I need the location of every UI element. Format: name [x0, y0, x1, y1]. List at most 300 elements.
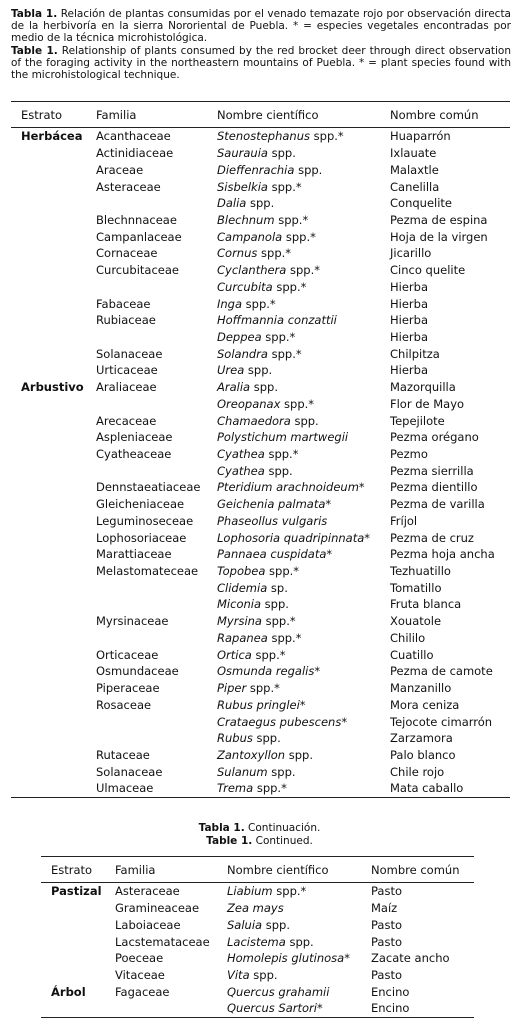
cell-nombre-comun: Fruta blanca: [390, 597, 462, 612]
cell-estrato: [11, 596, 86, 613]
table-body: [41, 883, 474, 1018]
cell-nombre-cientifico: [207, 295, 380, 312]
cell-estrato: [11, 228, 86, 245]
caption-text: Continuación.: [248, 822, 321, 834]
cell-nombre-cientifico: [207, 630, 380, 647]
cell-nombre-cientifico: [207, 546, 380, 563]
scientific-name-suffix: *: [314, 664, 321, 679]
cell-estrato: [11, 429, 86, 446]
cell-estrato: [11, 262, 86, 279]
cell-nombre-cientifico: [207, 513, 380, 530]
scientific-name: Zea mays: [227, 901, 284, 916]
cell-nombre-cientifico: [207, 680, 380, 697]
caption-text: Relación de plantas consumidas por el venado temazate rojo por observación directa de la herbivoría en la sierra Nororiental de Puebla. * = especies vegetales encontradas por medio de la técnica microhistológica.: [11, 8, 511, 45]
cell-estrato: Arbustivo: [21, 380, 84, 395]
cell-nombre-comun: Tezhuatillo: [390, 564, 451, 579]
cell-familia: Blechnnaceae: [96, 212, 177, 227]
caption-label: Tabla 1.: [198, 822, 245, 834]
cell-estrato: [11, 396, 86, 413]
caption-english: [0, 835, 519, 848]
cell-nombre-cientifico: [207, 396, 380, 413]
cell-familia: Myrsinaceae: [96, 614, 169, 629]
cell-nombre-comun: Palo blanco: [390, 747, 456, 762]
cell-familia: Poeceae: [115, 951, 164, 966]
cell-estrato: [11, 529, 86, 546]
scientific-name: Zantoxyllon: [217, 747, 286, 762]
cell-estrato: [41, 900, 105, 917]
cell-nombre-comun: Hierba: [390, 279, 428, 294]
table-row: [11, 730, 510, 747]
cell-nombre-comun: Fríjol: [390, 513, 418, 528]
table-row: [11, 195, 510, 212]
scientific-name-suffix: *: [325, 497, 332, 512]
scientific-name: Cyathea: [217, 447, 265, 462]
scientific-name-suffix: spp.: [250, 380, 278, 395]
caption-text: Continued.: [255, 834, 313, 847]
cell-estrato: [11, 329, 86, 346]
cell-estrato: [11, 630, 86, 647]
cell-familia: Gleicheniaceae: [96, 497, 185, 512]
table-row: [11, 412, 510, 429]
cell-nombre-cientifico: [207, 747, 380, 764]
cell-familia: Fagaceae: [115, 984, 170, 999]
scientific-name: Osmunda regalis: [217, 664, 315, 679]
table-row: [41, 950, 474, 967]
scientific-name: Lophosoria quadripinnata: [217, 530, 365, 545]
cell-estrato: [41, 967, 105, 984]
table-row: [41, 883, 474, 900]
cell-nombre-comun: Zacate ancho: [371, 951, 450, 966]
cell-estrato: [11, 496, 86, 513]
cell-nombre-cientifico: [217, 916, 361, 933]
caption-label: Table 1.: [206, 834, 253, 847]
scientific-name: Solandra: [217, 346, 268, 361]
cell-estrato: [11, 278, 86, 295]
scientific-name: Phaseollus vulgaris: [217, 513, 328, 528]
cell-familia: [86, 630, 207, 647]
cell-nombre-comun: Hierba: [390, 363, 428, 378]
scientific-name: Aralia: [217, 380, 251, 395]
cell-nombre-comun: Xouatole: [390, 614, 442, 629]
cell-nombre-comun: Hoja de la virgen: [390, 229, 488, 244]
scientific-name: Pteridium arachnoideum: [217, 480, 359, 495]
table-row: [41, 1000, 474, 1017]
cell-nombre-comun: Zarzamora: [390, 731, 453, 746]
cell-estrato: [11, 546, 86, 563]
continuation-caption: [0, 822, 519, 847]
cell-nombre-comun: Tepejilote: [390, 413, 445, 428]
scientific-name-suffix: spp.*: [242, 296, 276, 311]
table-row: [11, 128, 510, 145]
table-row: [11, 312, 510, 329]
cell-estrato: [11, 345, 86, 362]
cell-familia: Ulmaceae: [86, 780, 207, 797]
cell-familia: [105, 1000, 217, 1017]
cell-nombre-cientifico: [207, 596, 380, 613]
table-row: [11, 329, 510, 346]
table-row: [41, 983, 474, 1000]
cell-estrato: [11, 412, 86, 429]
cell-nombre-comun: Pezma dientillo: [390, 480, 478, 495]
scientific-name: Homolepis glutinosa: [227, 951, 345, 966]
cell-nombre-cientifico: [207, 446, 380, 463]
cell-nombre-cientifico: [207, 763, 380, 780]
scientific-name: Sisbelkia: [217, 179, 268, 194]
cell-nombre-comun: Canelilla: [390, 179, 440, 194]
scientific-name: Geichenia palmata: [217, 497, 326, 512]
cell-nombre-comun: Tejocote cimarrón: [390, 714, 493, 729]
cell-nombre-comun: Hierba: [390, 329, 428, 344]
table-row: [11, 145, 510, 162]
scientific-name-suffix: spp.: [294, 162, 323, 177]
scientific-name: Topobea: [217, 564, 266, 579]
caption-label: Tabla 1.: [11, 8, 58, 20]
cell-estrato: [41, 1000, 105, 1017]
cell-nombre-comun: Mazorquilla: [390, 380, 456, 395]
cell-estrato: [11, 579, 86, 596]
table-row: [11, 613, 510, 630]
scientific-name-suffix: spp.: [252, 731, 281, 746]
header-estrato: Estrato: [41, 857, 105, 883]
cell-estrato: [41, 950, 105, 967]
table-row: [11, 245, 510, 262]
header-nombre-cientifico: Nombre científico: [217, 857, 361, 883]
scientific-name-suffix: *: [299, 697, 306, 712]
scientific-name: Hoffmannia conzattii: [217, 313, 337, 328]
scientific-name: Campanola: [217, 229, 283, 244]
cell-estrato: [11, 212, 86, 229]
header-familia: Familia: [105, 857, 217, 883]
caption-spanish: [11, 8, 511, 45]
header-estrato: Estrato: [11, 102, 86, 128]
cell-familia: Actinidiaceae: [96, 146, 174, 161]
cell-nombre-cientifico: [207, 563, 380, 580]
cell-estrato: [11, 747, 86, 764]
cell-familia: Melastomateceae: [96, 564, 199, 579]
cell-nombre-cientifico: [217, 967, 361, 984]
cell-familia: [86, 396, 207, 413]
cell-familia: Osmundaceae: [96, 664, 179, 679]
scientific-name-suffix: spp.: [249, 967, 278, 982]
cell-estrato: [11, 295, 86, 312]
cell-nombre-cientifico: [217, 983, 361, 1000]
cell-nombre-cientifico: [207, 579, 380, 596]
cell-estrato: [11, 462, 86, 479]
header-nombre-comun: Nombre común: [361, 857, 474, 883]
scientific-name: Dalia: [217, 196, 247, 211]
scientific-name: Blechnum: [217, 212, 275, 227]
cell-nombre-comun: Pezma de varilla: [390, 497, 485, 512]
cell-estrato: [11, 312, 86, 329]
cell-familia: Solanaceae: [96, 346, 163, 361]
scientific-name-suffix: *: [364, 530, 371, 545]
cell-nombre-cientifico: [207, 479, 380, 496]
cell-nombre-comun: Pasto: [371, 917, 403, 932]
cell-nombre-comun: Chilpitza: [390, 346, 440, 361]
cell-nombre-comun: Hierba: [390, 313, 428, 328]
table-row: [11, 161, 510, 178]
table-row: [11, 546, 510, 563]
cell-nombre-cientifico: [207, 345, 380, 362]
scientific-name: Cyclanthera: [217, 263, 287, 278]
scientific-name-suffix: spp.: [267, 146, 296, 161]
table-row: [11, 563, 510, 580]
scientific-name-suffix: spp.*: [253, 781, 287, 796]
cell-familia: [86, 596, 207, 613]
scientific-name: Cornus: [217, 246, 258, 261]
table-row: [11, 362, 510, 379]
cell-nombre-cientifico: [217, 900, 361, 917]
cell-nombre-cientifico: [217, 933, 361, 950]
scientific-name-suffix: spp.*: [274, 212, 309, 227]
scientific-name-suffix: spp.: [285, 934, 314, 949]
cell-nombre-cientifico: [207, 362, 380, 379]
cell-familia: Gramineaceae: [115, 901, 200, 916]
cell-nombre-cientifico: [207, 329, 380, 346]
cell-familia: Orticaceae: [96, 647, 159, 662]
scientific-name-suffix: spp.: [285, 747, 313, 762]
cell-nombre-comun: Pasto: [371, 967, 403, 982]
cell-familia: Rosaceae: [96, 697, 152, 712]
scientific-name: Crataegus pubescens: [217, 714, 342, 729]
cell-nombre-comun: Chililo: [390, 630, 426, 645]
scientific-name-suffix: *: [344, 951, 350, 966]
scientific-name: Dieffenrachia: [217, 162, 295, 177]
cell-nombre-cientifico: [207, 145, 380, 162]
scientific-name-suffix: spp.: [244, 363, 273, 378]
table-row: [41, 967, 474, 984]
scientific-name: Liabium: [227, 884, 273, 899]
cell-estrato: [41, 916, 105, 933]
plants-table-continued: [41, 856, 474, 1018]
cell-estrato: [11, 680, 86, 697]
cell-familia: [86, 730, 207, 747]
table-row: [11, 579, 510, 596]
table-row: [41, 916, 474, 933]
cell-familia: Lophosoriaceae: [96, 530, 187, 545]
caption-english: [11, 45, 511, 82]
cell-familia: Aspleniaceae: [96, 430, 173, 445]
cell-nombre-comun: Manzanillo: [390, 681, 452, 696]
cell-nombre-cientifico: [207, 178, 380, 195]
scientific-name-suffix: spp.*: [267, 179, 302, 194]
table-row: [11, 295, 510, 312]
scientific-name-suffix: *: [316, 1001, 323, 1016]
scientific-name-suffix: spp.: [267, 764, 296, 779]
caption-spanish: [0, 822, 519, 835]
scientific-name: Vita: [227, 967, 250, 982]
cell-nombre-cientifico: [207, 161, 380, 178]
cell-nombre-comun: Mata caballo: [380, 780, 510, 797]
table-row: [11, 278, 510, 295]
cell-familia: Vitaceae: [115, 967, 165, 982]
cell-nombre-cientifico: [207, 245, 380, 262]
table-row: [11, 713, 510, 730]
cell-nombre-cientifico: [207, 429, 380, 446]
table-row: [11, 780, 510, 797]
cell-nombre-cientifico: [207, 128, 380, 145]
scientific-name: Chamaedora: [217, 413, 291, 428]
cell-nombre-comun: Ixlauate: [390, 146, 437, 161]
scientific-name: Rapanea: [217, 630, 268, 645]
cell-nombre-comun: Flor de Mayo: [390, 396, 465, 411]
cell-estrato: [11, 646, 86, 663]
cell-estrato: [11, 663, 86, 680]
caption-label: Table 1.: [11, 44, 58, 57]
cell-estrato: [11, 513, 86, 530]
scientific-name: Lacistema: [227, 934, 286, 949]
cell-estrato: [11, 613, 86, 630]
scientific-name-suffix: spp.*: [267, 346, 302, 361]
scientific-name: Miconia: [217, 597, 262, 612]
cell-nombre-comun: Encino: [361, 1000, 474, 1017]
cell-nombre-comun: Malaxtle: [390, 162, 439, 177]
cell-nombre-cientifico: [207, 212, 380, 229]
scientific-name-suffix: spp.*: [282, 229, 316, 244]
cell-nombre-comun: Pezmo: [390, 447, 428, 462]
cell-familia: [86, 329, 207, 346]
cell-familia: Marattiaceae: [96, 547, 172, 562]
cell-familia: Piperaceae: [96, 681, 160, 696]
cell-familia: [86, 462, 207, 479]
cell-nombre-cientifico: [217, 950, 361, 967]
cell-familia: Rutaceae: [96, 747, 150, 762]
cell-nombre-cientifico: [207, 462, 380, 479]
cell-estrato: [11, 780, 86, 797]
scientific-name-suffix: spp.*: [280, 396, 315, 411]
cell-familia: Asteraceae: [96, 179, 161, 194]
cell-estrato: [11, 178, 86, 195]
cell-familia: Leguminoseceae: [96, 513, 194, 528]
table-row: [11, 747, 510, 764]
scientific-name-suffix: *: [358, 480, 365, 495]
cell-estrato: [11, 696, 86, 713]
scientific-name: Inga: [217, 296, 243, 311]
cell-nombre-comun: Chile rojo: [390, 764, 445, 779]
scientific-name: Pannaea cuspidata: [217, 547, 327, 562]
cell-familia: Cyatheaceae: [96, 447, 172, 462]
cell-nombre-cientifico: [207, 312, 380, 329]
table-row: [11, 763, 510, 780]
cell-estrato: [11, 479, 86, 496]
cell-nombre-cientifico: [207, 496, 380, 513]
cell-estrato: [11, 446, 86, 463]
cell-nombre-cientifico: [207, 262, 380, 279]
cell-familia: Campanlaceae: [96, 229, 182, 244]
cell-nombre-cientifico: [207, 713, 380, 730]
cell-estrato: Árbol: [51, 984, 86, 999]
scientific-name: Trema: [217, 781, 254, 796]
cell-familia: Araliaceae: [96, 380, 157, 395]
cell-nombre-cientifico: [207, 529, 380, 546]
scientific-name: Piper: [217, 681, 247, 696]
cell-nombre-cientifico: [207, 730, 380, 747]
cell-nombre-cientifico: [207, 412, 380, 429]
table-header-row: [11, 102, 510, 128]
cell-familia: [86, 195, 207, 212]
table-row: [11, 680, 510, 697]
scientific-name: Curcubita: [217, 279, 273, 294]
cell-nombre-comun: Pezma de cruz: [390, 530, 474, 545]
scientific-name-suffix: spp.*: [264, 447, 299, 462]
table-header-row: [41, 857, 474, 883]
table-row: [11, 228, 510, 245]
cell-nombre-comun: Pasto: [371, 884, 403, 899]
scientific-name: Rubus: [217, 731, 253, 746]
table-row: [11, 429, 510, 446]
cell-estrato: [11, 713, 86, 730]
scientific-name-suffix: spp.*: [251, 647, 286, 662]
table-row: [11, 513, 510, 530]
cell-nombre-comun: Encino: [371, 984, 410, 999]
cell-familia: Arecaceae: [96, 413, 157, 428]
scientific-name-suffix: spp.*: [257, 246, 292, 261]
cell-nombre-comun: Pezma sierrilla: [390, 463, 474, 478]
cell-nombre-cientifico: [207, 379, 380, 396]
scientific-name: Rubus pringlei: [217, 697, 300, 712]
cell-familia: Dennstaeatiaceae: [96, 480, 201, 495]
cell-familia: Araceae: [96, 162, 144, 177]
scientific-name: Saurauia: [217, 146, 268, 161]
cell-nombre-cientifico: [207, 696, 380, 713]
scientific-name: Cyathea: [217, 463, 265, 478]
cell-nombre-comun: Pezma de espina: [390, 212, 488, 227]
cell-estrato: [11, 763, 86, 780]
table-body: [11, 128, 510, 798]
cell-estrato: [41, 933, 105, 950]
table-row: [11, 178, 510, 195]
scientific-name: Myrsina: [217, 614, 262, 629]
scientific-name-suffix: spp.*: [261, 329, 296, 344]
table-caption: [11, 8, 511, 81]
cell-familia: Cornaceae: [96, 246, 158, 261]
scientific-name: Sulanum: [217, 764, 268, 779]
cell-familia: [86, 579, 207, 596]
cell-familia: Rubiaceae: [96, 313, 156, 328]
cell-familia: Asteraceae: [115, 884, 180, 899]
scientific-name-suffix: sp.: [267, 580, 288, 595]
scientific-name-suffix: *: [326, 547, 333, 562]
scientific-name: Saluia: [227, 917, 263, 932]
cell-nombre-comun: Pezma hoja ancha: [390, 547, 495, 562]
scientific-name-suffix: spp.: [290, 413, 319, 428]
cell-nombre-comun: Hierba: [390, 296, 428, 311]
scientific-name: Polystichum martwegii: [217, 430, 349, 445]
cell-nombre-comun: Cinco quelite: [390, 263, 466, 278]
table-row: [11, 379, 510, 396]
cell-estrato: [11, 161, 86, 178]
cell-familia: Solanaceae: [96, 764, 163, 779]
cell-nombre-comun: Cuatillo: [390, 647, 434, 662]
cell-estrato: [11, 730, 86, 747]
cell-nombre-cientifico: [207, 228, 380, 245]
cell-nombre-comun: Mora ceniza: [390, 697, 460, 712]
scientific-name: Ortica: [217, 647, 252, 662]
table-row: [11, 646, 510, 663]
scientific-name: Oreopanax: [217, 396, 281, 411]
scientific-name-suffix: spp.*: [272, 884, 307, 899]
cell-nombre-comun: Conquelite: [390, 196, 452, 211]
table-row: [11, 396, 510, 413]
cell-familia: Laboiaceae: [115, 917, 181, 932]
header-familia: Familia: [86, 102, 207, 128]
scientific-name-suffix: spp.: [262, 917, 290, 932]
plants-table: [11, 101, 510, 798]
cell-nombre-comun: Huaparrón: [390, 129, 451, 144]
table-row: [11, 262, 510, 279]
table-row: [11, 212, 510, 229]
scientific-name: Quercus Sartori: [227, 1001, 317, 1016]
